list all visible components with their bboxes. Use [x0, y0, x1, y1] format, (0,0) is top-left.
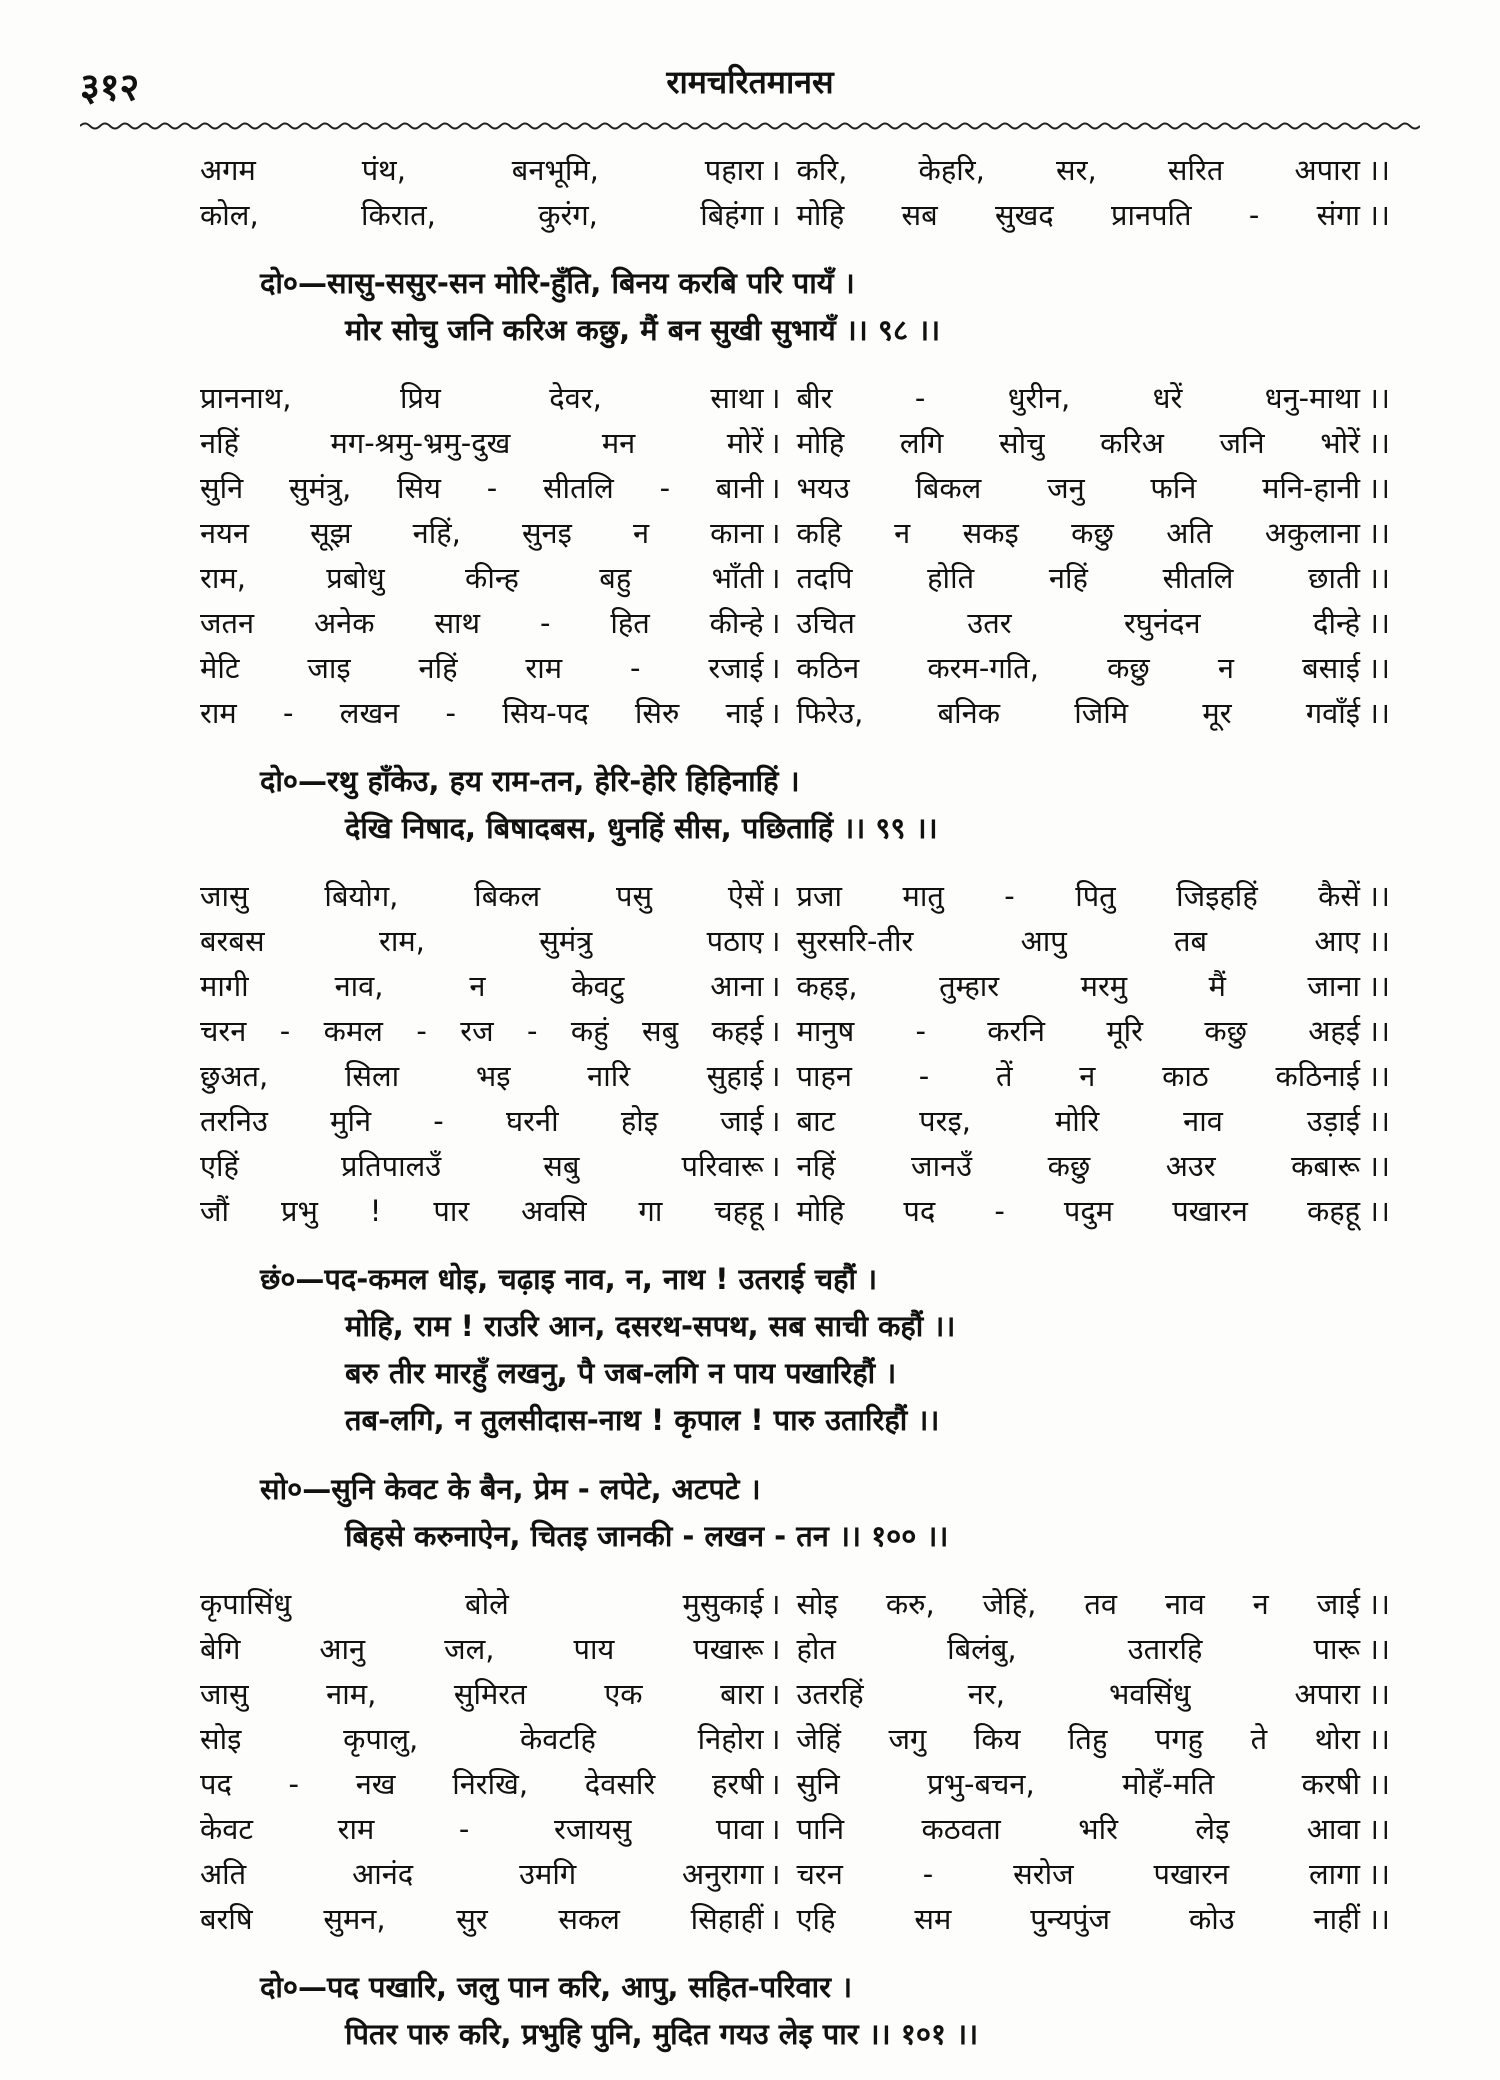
chaupai-line: [200, 376, 1390, 421]
danda-separator: ।: [769, 1104, 781, 1138]
soratha-block: [200, 1466, 1390, 1560]
double-danda: ।।: [1368, 1902, 1391, 1936]
double-danda: ।।: [1368, 381, 1391, 415]
chaupai-second-half: तदपि होति नहिं सीतलि छाती: [796, 561, 1361, 595]
chaupai-second-half: उचित उतर रघुनंदन दीन्हे: [796, 606, 1361, 640]
chaupai-second-half: सुरसरि-तीर आपु तब आए: [796, 924, 1361, 958]
chaupai-line: [200, 1144, 1390, 1189]
chaupai-line: [200, 1717, 1390, 1762]
danda-separator: ।: [769, 1677, 781, 1711]
chaupai-first-half: जासु नाम, सुमिरत एक बारा: [200, 1677, 764, 1711]
double-danda: ।।: [1368, 924, 1391, 958]
chaupai-first-half: प्राननाथ, प्रिय देवर, साथा: [200, 381, 764, 415]
danda-separator: ।: [769, 1587, 781, 1621]
chaupai-line: [200, 466, 1390, 511]
double-danda: ।।: [1368, 1149, 1391, 1183]
chaupai-second-half: सोइ करु, जेहिं, तव नाव न जाई: [796, 1587, 1361, 1621]
verse-content: [200, 148, 1390, 2080]
doha-line: [200, 805, 1390, 852]
chaupai-line: [200, 919, 1390, 964]
chaupai-first-half: राम, प्रबोधु कीन्ह बहु भाँती: [200, 561, 764, 595]
chaupai-first-half: एहिं प्रतिपालउँ सबु परिवारू: [200, 1149, 764, 1183]
chaupai-block: [200, 148, 1390, 238]
double-danda: ।।: [1368, 1104, 1391, 1138]
page-header: [80, 60, 1420, 120]
chaupai-second-half: पाहन - तें न काठ कठिनाई: [796, 1059, 1361, 1093]
double-danda: ।।: [1368, 1812, 1391, 1846]
danda-separator: ।: [769, 651, 781, 685]
chaupai-line: [200, 691, 1390, 736]
chaupai-second-half: उतरहिं नर, भवसिंधु अपारा: [796, 1677, 1361, 1711]
chaupai-line: [200, 1054, 1390, 1099]
danda-separator: ।: [769, 471, 781, 505]
danda-separator: ।: [769, 381, 781, 415]
chaupai-first-half: जौं प्रभु ! पार अवसि गा चहहू: [200, 1194, 764, 1228]
doha-text: मोर सोचु जनि करिअ कछु, मैं बन सुखी सुभायँ ।। ९८ ।।: [345, 313, 941, 347]
doha-label: दो०—: [260, 1970, 327, 2004]
doha-line: [200, 758, 1390, 805]
doha-block: [200, 1964, 1390, 2058]
double-danda: ।।: [1368, 516, 1391, 550]
chaupai-first-half: केवट राम - रजायसु पावा: [200, 1812, 764, 1846]
danda-separator: ।: [769, 1059, 781, 1093]
double-danda: ।।: [1368, 696, 1391, 730]
double-danda: ।।: [1368, 1014, 1391, 1048]
danda-separator: ।: [769, 153, 781, 187]
chaupai-first-half: तरनिउ मुनि - घरनी होइ जाई: [200, 1104, 764, 1138]
chaupai-line: [200, 511, 1390, 556]
chaupai-second-half: प्रजा मातु - पितु जिइहहिं कैसें: [796, 879, 1361, 913]
doha-line: [200, 307, 1390, 354]
chaupai-second-half: चरन - सरोज पखारन लागा: [796, 1857, 1361, 1891]
danda-separator: ।: [769, 1767, 781, 1801]
doha-text: सासु-ससुर-सन मोरि-हुँति, बिनय करबि परि पायँ ।: [327, 266, 855, 300]
chaupai-line: [200, 601, 1390, 646]
double-danda: ।।: [1368, 879, 1391, 913]
chaupai-second-half: मोहि सब सुखद प्रानपति - संगा: [796, 198, 1361, 232]
double-danda: ।।: [1368, 1722, 1391, 1756]
doha-line: [200, 260, 1390, 307]
double-danda: ।।: [1368, 471, 1391, 505]
doha-block: [200, 758, 1390, 852]
chaupai-line: [200, 1099, 1390, 1144]
doha-label: दो०—: [260, 764, 327, 798]
chaupai-second-half: फिरेउ, बनिक जिमि मूर गवाँई: [796, 696, 1361, 730]
double-danda: ।।: [1368, 969, 1391, 1003]
soratha-line: [200, 1513, 1390, 1560]
doha-label: दो०—: [260, 266, 327, 300]
danda-separator: ।: [769, 879, 781, 913]
chhand-text: मोहि, राम ! राउरि आन, दसरथ-सपथ, सब साची कहौं ।।: [345, 1309, 956, 1343]
chaupai-second-half: भयउ बिकल जनु फनि मनि-हानी: [796, 471, 1361, 505]
running-title: रामचरितमानस: [666, 63, 834, 101]
doha-text: पितर पारु करि, प्रभुहि पुनि, मुदित गयउ लेइ पार ।। १०१ ।।: [345, 2017, 979, 2051]
chaupai-line: [200, 421, 1390, 466]
double-danda: ।।: [1368, 1059, 1391, 1093]
danda-separator: ।: [769, 1149, 781, 1183]
danda-separator: ।: [769, 1014, 781, 1048]
doha-text: देखि निषाद, बिषादबस, धुनहिं सीस, पछिताहिं ।। ९९ ।।: [345, 811, 938, 845]
chaupai-first-half: सोइ कृपालु, केवटहि निहोरा: [200, 1722, 764, 1756]
double-danda: ।।: [1368, 426, 1391, 460]
chhand-block: [200, 1256, 1390, 1444]
chaupai-second-half: करि, केहरि, सर, सरित अपारा: [796, 153, 1361, 187]
chaupai-line: [200, 1627, 1390, 1672]
chaupai-first-half: जासु बियोग, बिकल पसु ऐसें: [200, 879, 764, 913]
chaupai-second-half: जेहिं जगु किय तिहु पगहु ते थोरा: [796, 1722, 1361, 1756]
chaupai-second-half: कहि न सकइ कछु अति अकुलाना: [796, 516, 1361, 550]
chaupai-line: [200, 874, 1390, 919]
danda-separator: ।: [769, 516, 781, 550]
chaupai-line: [200, 1009, 1390, 1054]
chaupai-first-half: नहिं मग-श्रमु-भ्रमु-दुख मन मोरें: [200, 426, 764, 460]
doha-text: पद पखारि, जलु पान करि, आपु, सहित-परिवार ।: [327, 1970, 853, 2004]
chaupai-second-half: एहि सम पुन्यपुंज कोउ नाहीं: [796, 1902, 1361, 1936]
chaupai-first-half: छुअत, सिला भइ नारि सुहाई: [200, 1059, 764, 1093]
chaupai-line: [200, 1852, 1390, 1897]
danda-separator: ।: [769, 696, 781, 730]
chaupai-first-half: जतन अनेक साथ - हित कीन्हे: [200, 606, 764, 640]
chaupai-line: [200, 1582, 1390, 1627]
header-rule: [80, 120, 1420, 132]
double-danda: ।।: [1368, 153, 1391, 187]
chaupai-first-half: सुनि सुमंत्रु, सिय - सीतलि - बानी: [200, 471, 764, 505]
double-danda: ।।: [1368, 1632, 1391, 1666]
chaupai-second-half: होत बिलंबु, उतारहि पारू: [796, 1632, 1361, 1666]
double-danda: ।।: [1368, 1857, 1391, 1891]
chaupai-line: [200, 646, 1390, 691]
double-danda: ।।: [1368, 1587, 1391, 1621]
chaupai-first-half: मागी नाव, न केवटु आना: [200, 969, 764, 1003]
danda-separator: ।: [769, 1812, 781, 1846]
double-danda: ।।: [1368, 1194, 1391, 1228]
danda-separator: ।: [769, 1722, 781, 1756]
chaupai-second-half: बीर - धुरीन, धरें धनु-माथा: [796, 381, 1361, 415]
chaupai-first-half: अति आनंद उमगि अनुरागा: [200, 1857, 764, 1891]
chaupai-second-half: नहिं जानउँ कछु अउर कबारू: [796, 1149, 1361, 1183]
chaupai-second-half: पानि कठवता भरि लेइ आवा: [796, 1812, 1361, 1846]
doha-line: [200, 2011, 1390, 2058]
chaupai-first-half: चरन - कमल - रज - कहुं सबु कहई: [200, 1014, 764, 1048]
danda-separator: ।: [769, 426, 781, 460]
chaupai-first-half: पद - नख निरखि, देवसरि हरषी: [200, 1767, 764, 1801]
chhand-text: पद-कमल धोइ, चढ़ाइ नाव, न, नाथ ! उतराई चहौं ।: [324, 1262, 878, 1296]
chaupai-first-half: बरषि सुमन, सुर सकल सिहाहीं: [200, 1902, 764, 1936]
chaupai-second-half: कहइ, तुम्हार मरमु मैं जाना: [796, 969, 1361, 1003]
chhand-line: [200, 1303, 1390, 1350]
chaupai-line: [200, 1807, 1390, 1852]
chaupai-line: [200, 556, 1390, 601]
chaupai-first-half: नयन सूझ नहिं, सुनइ न काना: [200, 516, 764, 550]
soratha-line: [200, 1466, 1390, 1513]
chaupai-block: [200, 874, 1390, 1234]
chaupai-first-half: बेगि आनु जल, पाय पखारू: [200, 1632, 764, 1666]
danda-separator: ।: [769, 969, 781, 1003]
double-danda: ।।: [1368, 1677, 1391, 1711]
chaupai-line: [200, 1762, 1390, 1807]
danda-separator: ।: [769, 561, 781, 595]
chhand-line: [200, 1397, 1390, 1444]
chaupai-block: [200, 1582, 1390, 1942]
page-number: ३१२: [80, 65, 140, 109]
chaupai-line: [200, 1189, 1390, 1234]
chhand-text: तब-लगि, न तुलसीदास-नाथ ! कृपाल ! पारु उतारिहौं ।।: [345, 1403, 940, 1437]
double-danda: ।।: [1368, 1767, 1391, 1801]
chaupai-first-half: कृपासिंधु बोले मुसुकाई: [200, 1587, 764, 1621]
danda-separator: ।: [769, 1902, 781, 1936]
chaupai-block: [200, 376, 1390, 736]
chaupai-second-half: मानुष - करनि मूरि कछु अहई: [796, 1014, 1361, 1048]
chaupai-line: [200, 964, 1390, 1009]
double-danda: ।।: [1368, 561, 1391, 595]
danda-separator: ।: [769, 1632, 781, 1666]
danda-separator: ।: [769, 1857, 781, 1891]
danda-separator: ।: [769, 1194, 781, 1228]
chaupai-first-half: मेटि जाइ नहिं राम - रजाई: [200, 651, 764, 685]
double-danda: ।।: [1368, 606, 1391, 640]
chaupai-first-half: कोल, किरात, कुरंग, बिहंगा: [200, 198, 764, 232]
doha-block: [200, 260, 1390, 354]
chhand-text: बरु तीर मारहुँ लखनु, पै जब-लगि न पाय पखारिहौं ।: [345, 1356, 897, 1390]
chhand-line: [200, 1350, 1390, 1397]
chaupai-second-half: बाट परइ, मोरि नाव उड़ाई: [796, 1104, 1361, 1138]
double-danda: ।।: [1368, 651, 1391, 685]
doha-text: रथु हाँकेउ, हय राम-तन, हेरि-हेरि हिहिनाहिं ।: [327, 764, 800, 798]
chaupai-line: [200, 1897, 1390, 1942]
chaupai-second-half: सुनि प्रभु-बचन, मोहँ-मति करषी: [796, 1767, 1361, 1801]
chaupai-line: [200, 1672, 1390, 1717]
soratha-text: सुनि केवट के बैन, प्रेम - लपेटे, अटपटे ।: [331, 1472, 761, 1506]
chhand-line: [200, 1256, 1390, 1303]
chhand-label: छं०—: [260, 1262, 325, 1296]
soratha-label: सो०—: [260, 1472, 332, 1506]
chaupai-second-half: मोहि लगि सोचु करिअ जनि भोरें: [796, 426, 1361, 460]
chaupai-first-half: बरबस राम, सुमंत्रु पठाए: [200, 924, 764, 958]
danda-separator: ।: [769, 924, 781, 958]
chaupai-second-half: कठिन करम-गति, कछु न बसाई: [796, 651, 1361, 685]
soratha-text: बिहसे करुनाऐन, चितइ जानकी - लखन - तन ।। १०० ।।: [345, 1519, 949, 1553]
chaupai-line: [200, 148, 1390, 193]
double-danda: ।।: [1368, 198, 1391, 232]
doha-line: [200, 1964, 1390, 2011]
chaupai-first-half: अगम पंथ, बनभूमि, पहारा: [200, 153, 764, 187]
chaupai-first-half: राम - लखन - सिय-पद सिरु नाई: [200, 696, 764, 730]
danda-separator: ।: [769, 198, 781, 232]
chaupai-line: [200, 193, 1390, 238]
danda-separator: ।: [769, 606, 781, 640]
chaupai-second-half: मोहि पद - पदुम पखारन कहहू: [796, 1194, 1361, 1228]
